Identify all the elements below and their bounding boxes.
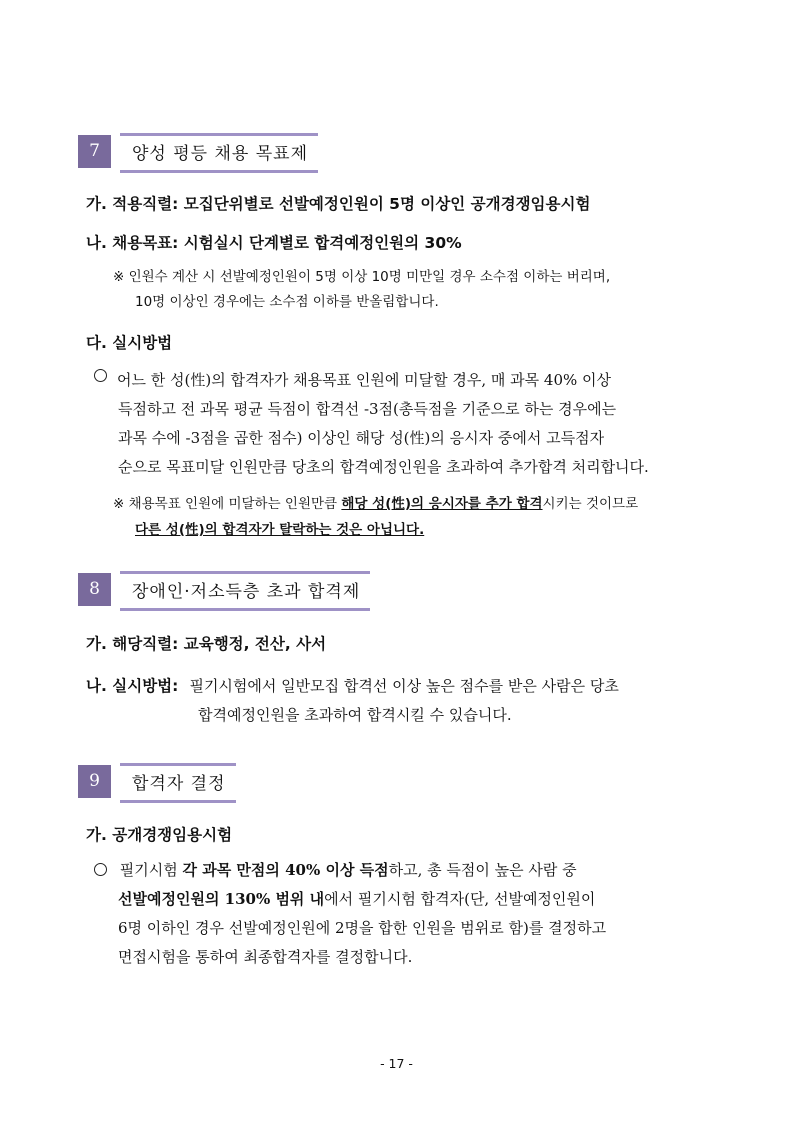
section-number: 8	[78, 573, 111, 606]
paragraph-line: 선발예정인원의 130% 범위 내에서 필기시험 합격자(단, 선발예정인원이	[118, 890, 596, 908]
note-line-emphasis: 다른 성(性)의 합격자가 탈락하는 것은 아닙니다.	[135, 522, 425, 538]
section-title: 양성 평등 채용 목표제	[120, 133, 318, 173]
paragraph-line: 6명 이하인 경우 선발예정인원에 2명을 합한 인원을 범위로 함)를 결정하고	[118, 919, 607, 937]
item-ga: 가. 적용직렬: 모집단위별로 선발예정인원이 5명 이상인 공개경쟁임용시험	[86, 195, 591, 213]
page-number: - 17 -	[380, 1056, 413, 1071]
item-da: 다. 실시방법	[86, 334, 173, 352]
paragraph-line: 득점하고 전 과목 평균 득점이 합격선 -3점(총득점을 기준으로 하는 경우에는	[118, 400, 617, 418]
paragraph-line: 필기시험 각 과목 만점의 40% 이상 득점하고, 총 득점이 높은 사람 중	[94, 859, 577, 880]
paragraph-line: 과목 수에 -3점을 곱한 점수) 이상인 해당 성(性)의 응시자 중에서 고득점자	[118, 429, 605, 447]
circle-bullet-icon	[94, 369, 107, 382]
item-ga: 가. 공개경쟁임용시험	[86, 826, 233, 844]
paragraph-line: 합격예정인원을 초과하여 합격시킬 수 있습니다.	[198, 706, 512, 724]
note-line: 10명 이상인 경우에는 소수점 이하를 반올림합니다.	[135, 294, 439, 310]
note-line: ※ 채용목표 인원에 미달하는 인원만큼 해당 성(性)의 응시자를 추가 합격시키는 것이므로	[113, 496, 639, 512]
item-na: 나. 채용목표: 시험실시 단계별로 합격예정인원의 30%	[86, 234, 462, 252]
paragraph-line: 어느 한 성(性)의 합격자가 채용목표 인원에 미달할 경우, 매 과목 40% 이상	[94, 369, 718, 390]
section-number: 7	[78, 135, 111, 168]
paragraph-line: 순으로 목표미달 인원만큼 당초의 합격예정인원을 초과하여 추가합격 처리합니다.	[118, 458, 649, 476]
paragraph-line: 면접시험을 통하여 최종합격자를 결정합니다.	[118, 948, 413, 966]
note-line: ※ 인원수 계산 시 선발예정인원이 5명 이상 10명 미만일 경우 소수점 이하는 버리며,	[113, 269, 611, 285]
section-title: 장애인·저소득층 초과 합격제	[120, 571, 370, 611]
section-number: 9	[78, 765, 111, 798]
item-na: 나. 실시방법: 필기시험에서 일반모집 합격선 이상 높은 점수를 받은 사람은 당초	[86, 677, 619, 695]
item-ga: 가. 해당직렬: 교육행정, 전산, 사서	[86, 635, 327, 653]
circle-bullet-icon	[94, 863, 107, 876]
section-title: 합격자 결정	[120, 763, 236, 803]
